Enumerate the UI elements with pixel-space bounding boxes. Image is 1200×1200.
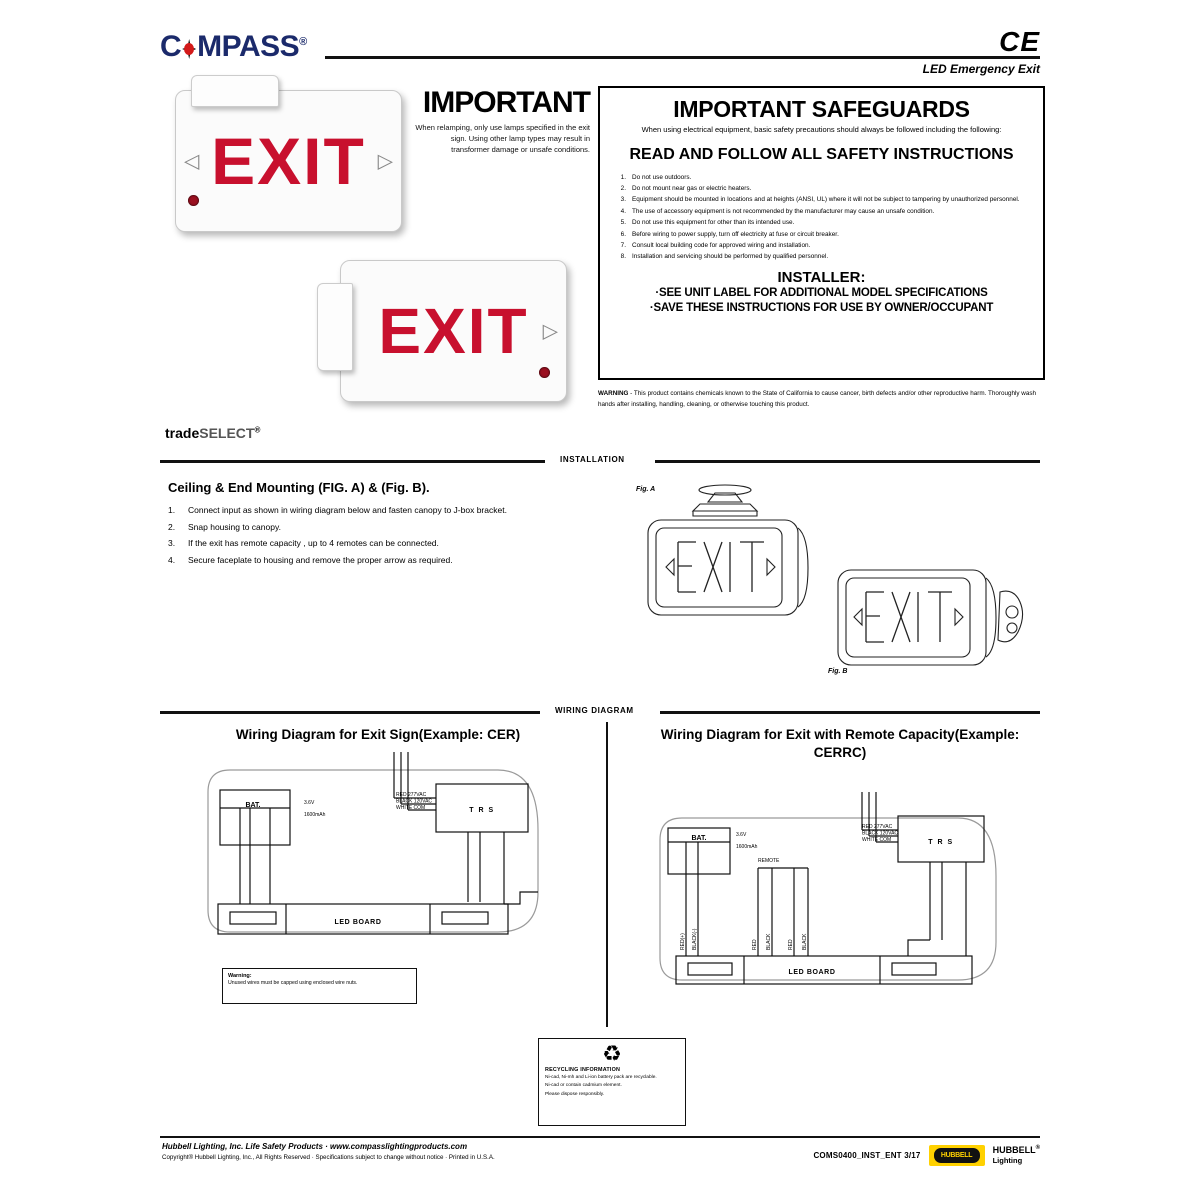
tradeselect-registered: ® [254, 425, 261, 435]
divider-bar-left [160, 460, 545, 463]
recycling-line-3: Please dispose responsibly. [545, 1091, 605, 1097]
arrow-right-icon: ▷ [377, 150, 393, 173]
remote-black-label-2: BLACK [802, 934, 808, 951]
warning-body: Unused wires must be capped using enclosed wire nuts. [228, 980, 358, 986]
divider-bar-right-2 [660, 711, 1040, 714]
model-code: CE [999, 26, 1040, 57]
remote-label: REMOTE [758, 858, 780, 865]
document-code: COMS0400_INST_ENT 3/17 [813, 1151, 921, 1160]
battery-label-right: BAT. [691, 835, 707, 843]
battery-label-left: BAT. [245, 802, 261, 810]
mounting-figures [620, 480, 1045, 685]
hubbell-name: HUBBELL [992, 1145, 1036, 1156]
battery-spec-right-2: 1600mAh [736, 844, 758, 851]
list-item: 4. The use of accessory equipment is not recommended by the manufacturer may cause an unsafe condition. [620, 207, 935, 215]
list-item: 8. Installation and servicing should be performed by qualified personnel. [620, 253, 829, 261]
recycling-title: RECYCLING INFORMATION [545, 1067, 621, 1073]
recycle-icon: ♻ [602, 1041, 622, 1066]
battery-spec-right-1: 3.6V [736, 832, 747, 839]
list-item: 1. Connect input as shown in wiring diagram below and fasten canopy to J-box bracket. [168, 505, 507, 515]
canopy-top [191, 75, 279, 107]
wiring-left-schematic [168, 752, 588, 962]
installation-instructions [168, 480, 618, 568]
installation-heading: Ceiling & End Mounting (FIG. A) & (Fig. B). [168, 480, 430, 495]
installation-section-label: INSTALLATION [560, 455, 625, 464]
fig-b-label: Fig. B [828, 668, 848, 675]
recycling-line-2: Ni-cad or contain cadmium element. [545, 1083, 622, 1089]
wiring-diagram-left [168, 726, 588, 962]
important-safeguards-box [598, 86, 1045, 380]
tradeselect-select: SELECT [199, 425, 255, 441]
footer-company: Hubbell Lighting, Inc. Life Safety Products · www.compasslightingproducts.com [162, 1142, 468, 1151]
warning-title: Warning: [228, 973, 252, 979]
hubbell-sub: Lighting [992, 1156, 1023, 1165]
safeguards-heading: READ AND FOLLOW ALL SAFETY INSTRUCTIONS [629, 145, 1014, 163]
wiring-diagram-right [640, 726, 1040, 1005]
list-item: 2. Do not mount near gas or electric heaters. [620, 184, 752, 192]
wire-black-label-left: BLACK 120VAC [396, 798, 433, 805]
important-title: IMPORTANT [422, 86, 590, 119]
divider-bar-right [655, 460, 1040, 463]
emergency-lamp-head-icon-2 [539, 367, 550, 378]
prop65-label: WARNING [598, 390, 629, 397]
wiring-right-title: Wiring Diagram for Exit with Remote Capacity(Example: CERRC) [660, 727, 1020, 761]
compass-logo-c: C [160, 30, 182, 63]
compass-logo-registered: ® [299, 36, 307, 48]
exit-sign-ceiling-mount [175, 90, 402, 232]
wire-white-label-left: WHITE COM [396, 805, 426, 812]
recycling-information-box [538, 1038, 686, 1126]
wire-black-label-right: BLACK 120VAC [862, 830, 899, 837]
led-board-label-left: LED BOARD [334, 919, 382, 927]
remote-red-label-2: RED [788, 939, 794, 951]
trs-label-left: T R S [469, 807, 495, 815]
hubbell-registered: ® [1035, 1145, 1040, 1152]
wire-red-label-left: RED 277VAC [396, 792, 427, 799]
header-divider-rule [325, 56, 1040, 59]
prop65-warning [598, 388, 1045, 410]
wiring-section-divider [160, 706, 1040, 718]
remote-black-label-1: BLACK [766, 934, 772, 951]
footer-right [813, 1145, 1040, 1166]
wiring-right-schematic [640, 770, 1040, 1005]
figure-drawings [620, 480, 1045, 685]
footer-copyright: Copyright® Hubbell Lighting, Inc., All Rights Reserved · Specifications subject to change without notice · Printed in U.S.A. [162, 1154, 495, 1161]
list-item: 6. Before wiring to power supply, turn off electricity at fuse or circuit breaker. [620, 230, 839, 238]
document-header [0, 0, 1200, 80]
hubbell-logo-mark [929, 1145, 985, 1166]
wire-white-label-right: WHITE COM [862, 837, 892, 844]
list-item: 7. Consult local building code for approved wiring and installation. [620, 242, 811, 250]
wiring-section-label: WIRING DIAGRAM [555, 706, 634, 715]
list-item: 2. Snap housing to canopy. [168, 521, 281, 532]
battery-black-label: BLACK(-) [692, 929, 698, 951]
list-item: 1. Do not use outdoors. [620, 173, 692, 181]
emergency-lamp-head-icon [188, 195, 199, 206]
remote-red-label-1: RED [752, 939, 758, 951]
hubbell-oval-text: HUBBELL [940, 1152, 973, 1159]
hubbell-wordmark [993, 1145, 1040, 1166]
exit-word-2: EXIT [378, 295, 529, 367]
unused-wires-warning-box [222, 968, 417, 1004]
battery-red-label: RED(+) [680, 933, 686, 951]
wire-red-label-right: RED 277VAC [862, 824, 893, 831]
battery-spec-left-2: 1600mAh [304, 812, 326, 819]
compass-diamond-icon [179, 39, 199, 59]
installer-line-2: ·SAVE THESE INSTRUCTIONS FOR USE BY OWNER/OCCUPANT [649, 302, 994, 315]
installation-step-list [168, 502, 618, 568]
list-item: 5. Do not use this equipment for other than its intended use. [620, 219, 795, 227]
list-item: 3. Equipment should be mounted in locations and at heights (ANSI, UL) where it will not be subject to tampering by unauthorized personnel. [620, 196, 1020, 204]
hubbell-oval-icon [934, 1148, 980, 1163]
important-notice [415, 86, 590, 156]
footer-divider-rule [160, 1136, 1040, 1138]
footer-left [162, 1142, 495, 1161]
led-board-label-right: LED BOARD [788, 969, 836, 977]
safety-instruction-list [610, 173, 1033, 263]
arrow-right-icon-2: ▷ [542, 320, 558, 343]
fig-a-label: Fig. A [636, 486, 656, 493]
compass-logo-rest: MPASS [197, 30, 300, 63]
installer-notes [610, 269, 1033, 316]
safeguards-title: IMPORTANT SAFEGUARDS [673, 96, 970, 122]
compass-logo [160, 30, 307, 64]
installer-line-1: ·SEE UNIT LABEL FOR ADDITIONAL MODEL SPECIFICATIONS [655, 287, 988, 300]
tradeselect-logo [165, 425, 260, 441]
exit-word: EXIT [211, 124, 366, 198]
recycling-line-1: Ni-cad, Ni-mh and Li-ion battery pack are recyclable. [545, 1075, 657, 1080]
wiring-column-separator [606, 722, 608, 1027]
battery-spec-left-1: 3.6V [304, 800, 315, 807]
tradeselect-trade: trade [165, 425, 200, 441]
divider-bar-left-2 [160, 711, 540, 714]
arrow-left-icon: ◁ [184, 150, 200, 173]
list-item: 3. If the exit has remote capacity , up to 4 remotes can be connected. [168, 538, 439, 549]
installation-section-divider [160, 455, 1040, 467]
prop65-text: - This product contains chemicals known to the State of California to cause cancer, birth defects and/or other reproductive harm. Thoroughly wash hands after installing, handling, cleaning, or otherwise touching this product. [598, 390, 1036, 409]
trs-label-right: T R S [928, 839, 954, 847]
important-body: When relamping, only use lamps specified in the exit sign. Using other lamp types may result in transformer damage or unsafe conditions. [415, 123, 590, 154]
list-item: 4. Secure faceplate to housing and remove the proper arrow as required. [168, 554, 453, 565]
safeguards-subtitle: When using electrical equipment, basic safety precautions should always be followed including the following: [641, 125, 1002, 134]
model-subtitle: LED Emergency Exit [922, 62, 1040, 76]
exit-sign-end-mount [340, 260, 567, 402]
installer-title: INSTALLER: [777, 269, 866, 287]
wiring-left-title: Wiring Diagram for Exit Sign(Example: CER) [235, 727, 521, 742]
